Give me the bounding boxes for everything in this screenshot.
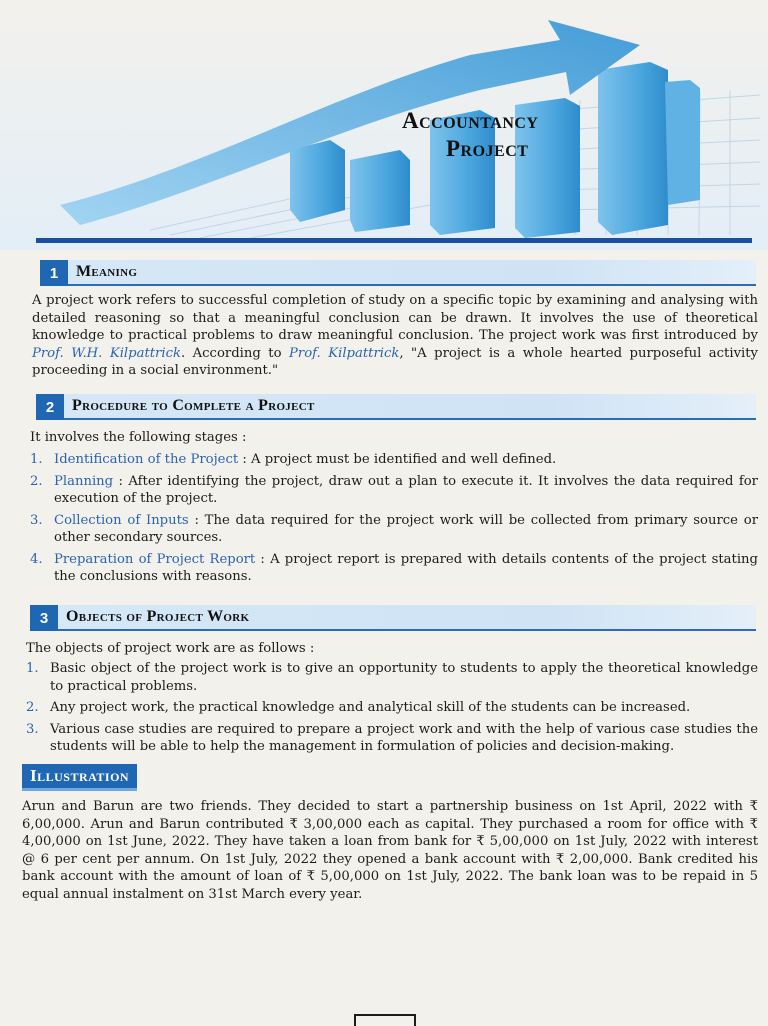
- list-item: 4. Preparation of Project Report : A project report is prepared with details contents of the project stating the conclusions with reasons.: [30, 551, 758, 584]
- list-item: 2. Planning : After identifying the project, draw out a plan to execute it. It involves the data required for execution of the project.: [30, 473, 758, 506]
- meaning-paragraph: [32, 292, 758, 380]
- section-1-number: 1: [40, 260, 68, 286]
- section-3-header: [30, 605, 756, 631]
- list-item: 3. Collection of Inputs : The data required for the project work will be collected from primary source or other secondary sources.: [30, 512, 758, 545]
- procedure-list: [30, 451, 758, 590]
- meaning-quote: , "A project is a whole hearted purposeful activity proceeding in a social environment.": [32, 345, 758, 378]
- objects-list: [26, 660, 758, 760]
- objects-intro: The objects of project work are as follows :: [26, 641, 315, 656]
- header-banner: [0, 0, 768, 250]
- illustration-label: Illustration: [22, 764, 137, 791]
- title-line-1: Accountancy: [402, 108, 539, 133]
- procedure-intro: It involves the following stages :: [30, 430, 247, 445]
- kilpattrick-name-1: Prof. W.H. Kilpattrick: [32, 345, 181, 361]
- project-title: [402, 108, 538, 162]
- section-1-title: Meaning: [76, 263, 138, 280]
- meaning-text-1: A project work refers to successful completion of study on a specific topic by examining and analysing with detailed reasoning so that a meaningful conclusion can be drawn. It involves the use of theoretical knowledge to practical problems to draw meaningful conclusion. The project work was first introduced by: [32, 293, 758, 343]
- section-2-header: [36, 394, 756, 420]
- illustration-paragraph: Arun and Barun are two friends. They decided to start a partnership business on 1st April, 2022 with ₹ 6,00,000. Arun and Barun contributed ₹ 3,00,000 each as capital. They purchased a room for office with ₹ 4,00,000 on 1st June, 2022. They have taken a loan from bank for ₹ 5,00,000 on 1st July, 2022 with interest @ 6 per cent per annum. On 1st July, 2022 they opened a bank account with ₹ 2,00,000. Bank credited his bank account with the amount of loan of ₹ 5,00,000 on 1st July, 2022. The bank loan was to be repaid in 5 equal annual instalment on 31st March every year.: [22, 799, 758, 902]
- header-divider: [36, 238, 752, 243]
- meaning-text-2: . According to: [180, 345, 290, 361]
- section-1-header: [40, 260, 756, 286]
- page-number-box: [354, 1014, 416, 1026]
- kilpattrick-name-2: Prof. Kilpattrick: [289, 345, 400, 361]
- section-2-number: 2: [36, 394, 64, 420]
- list-item: 3. Various case studies are required to prepare a project work and with the help of various case studies the students will be able to help the management in formulation of policies and decision-making.: [26, 721, 758, 754]
- section-2-title: Procedure to Complete a Project: [72, 397, 315, 414]
- list-item: 1. Basic object of the project work is to give an opportunity to students to apply the theoretical knowledge to practical problems.: [26, 661, 758, 694]
- section-3-number: 3: [30, 605, 58, 631]
- section-3-title: Objects of Project Work: [66, 608, 250, 625]
- list-item: 2. Any project work, the practical knowledge and analytical skill of the students can be increased.: [26, 700, 691, 715]
- title-line-2: Project: [446, 136, 529, 161]
- list-item: 1. Identification of the Project : A project must be identified and well defined.: [30, 452, 557, 467]
- bar-chart-arrow-illustration: [0, 0, 768, 250]
